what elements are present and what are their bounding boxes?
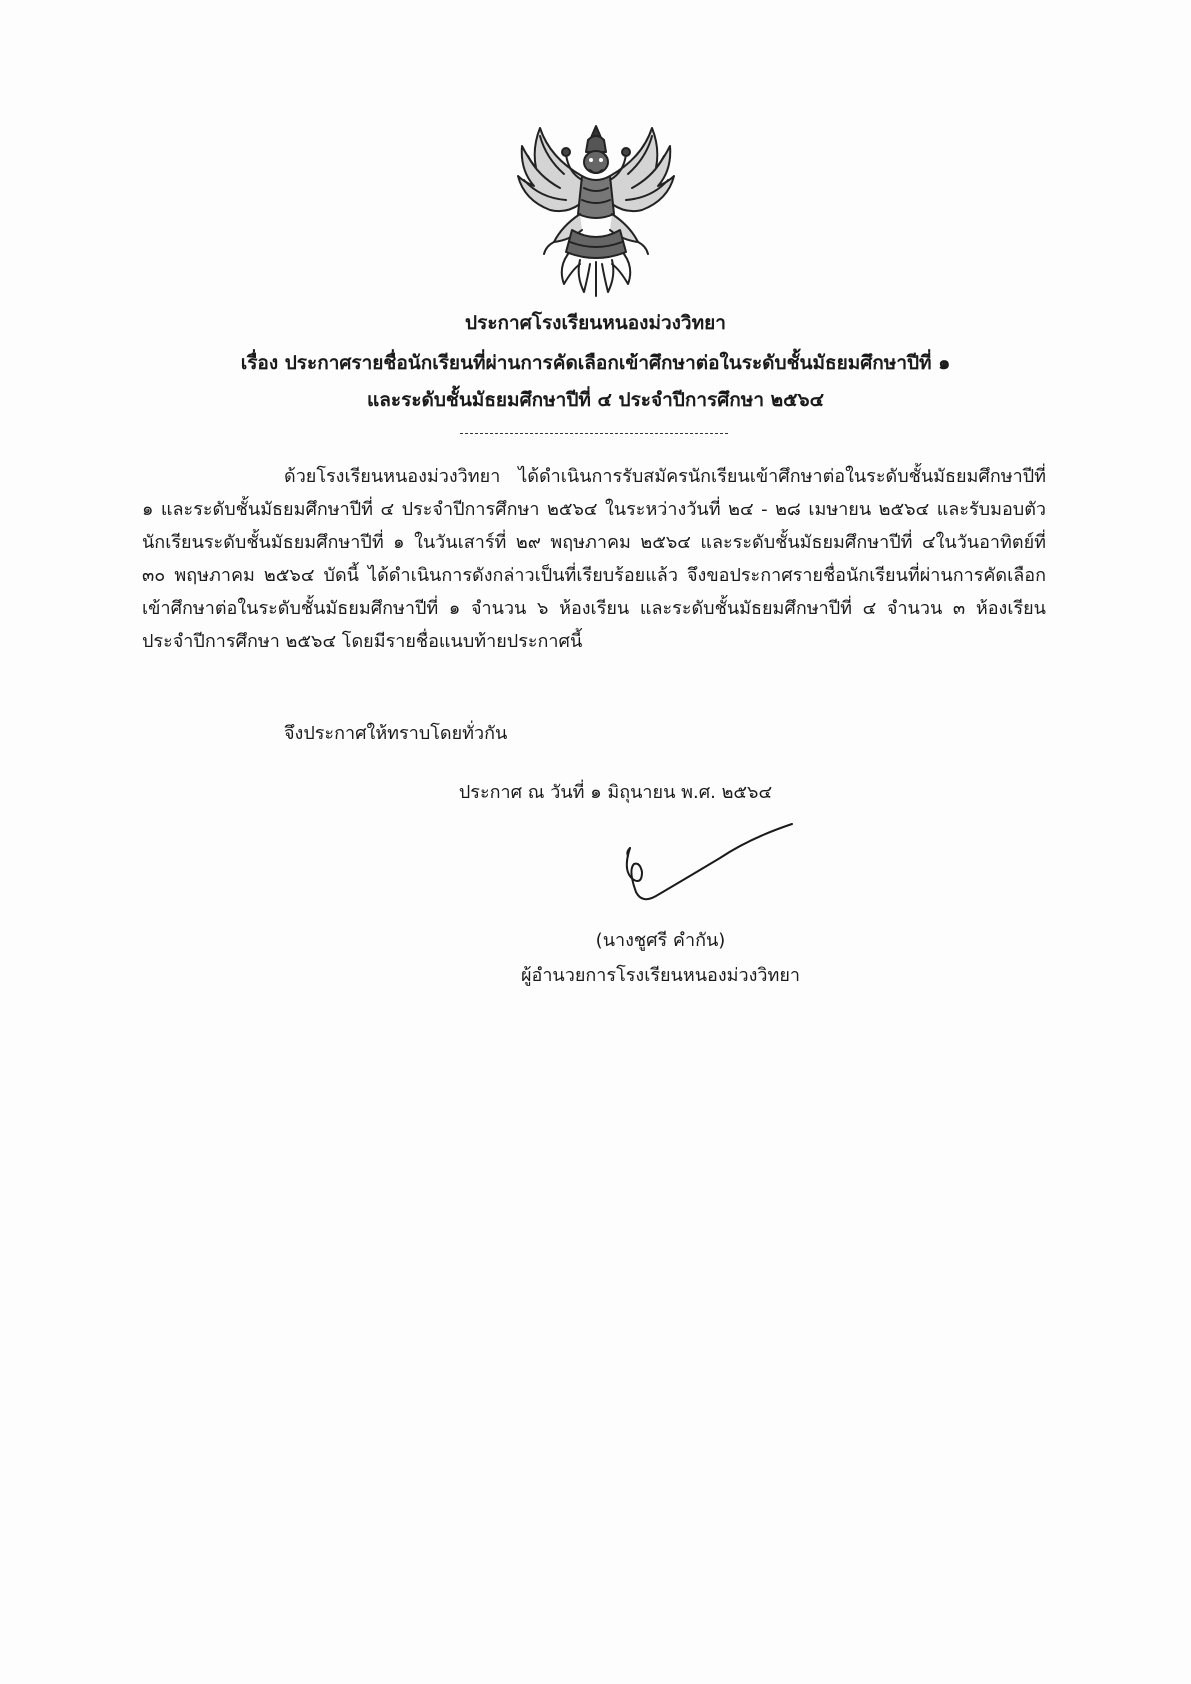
signature-image: [620, 818, 800, 908]
separator-line: [460, 433, 728, 434]
announcement-body: ด้วยโรงเรียนหนองม่วงวิทยา ได้ดำเนินการรับสมัครนักเรียนเข้าศึกษาต่อในระดับชั้นมัธยมศึกษาปีที่ ๑ และระดับชั้นมัธยมศึกษาปีที่ ๔ ประจำปีการศึกษา ๒๕๖๔ ในระหว่างวันที่ ๒๔ - ๒๘ เมษายน ๒๕๖๔ และรับมอบตัวนักเรียนระดับชั้นมัธยมศึกษาปีที่ ๑ ในวันเสาร์ที่ ๒๙ พฤษภาคม ๒๕๖๔ และระดับชั้นมัธยมศึกษาปีที่ ๔ในวันอาทิตย์ที่ ๓๐ พฤษภาคม ๒๕๖๔ บัดนี้ ได้ดำเนินการดังกล่าวเป็นที่เรียบร้อยแล้ว จึงขอประกาศรายชื่อนักเรียนที่ผ่านการคัดเลือกเข้าศึกษาต่อในระดับชั้นมัธยมศึกษาปีที่ ๑ จำนวน ๖ ห้องเรียน และระดับชั้นมัธยมศึกษาปีที่ ๔ จำนวน ๓ ห้องเรียน ประจำปีการศึกษา ๒๕๖๔ โดยมีรายชื่อแนบท้ายประกาศนี้: [142, 466, 1046, 652]
closing-statement: จึงประกาศให้ทราบโดยทั่วกัน: [284, 723, 508, 744]
announcement-date: ประกาศ ณ วันที่ ๑ มิถุนายน พ.ศ. ๒๕๖๔: [458, 782, 773, 803]
signer-title: ผู้อำนวยการโรงเรียนหนองม่วงวิทยา: [520, 965, 801, 986]
announcement-subject: เรื่อง ประกาศรายชื่อนักเรียนที่ผ่านการคัดเลือกเข้าศึกษาต่อในระดับชั้นมัธยมศึกษาปีที่ ๑: [240, 352, 951, 374]
announcement-title: ประกาศโรงเรียนหนองม่วงวิทยา: [465, 312, 726, 334]
garuda-emblem-icon: [510, 118, 682, 298]
signer-name: (นางชูศรี คำกัน): [595, 930, 726, 951]
announcement-subject-continued: และระดับชั้นมัธยมศึกษาปีที่ ๔ ประจำปีการศึกษา ๒๕๖๔: [367, 389, 824, 411]
